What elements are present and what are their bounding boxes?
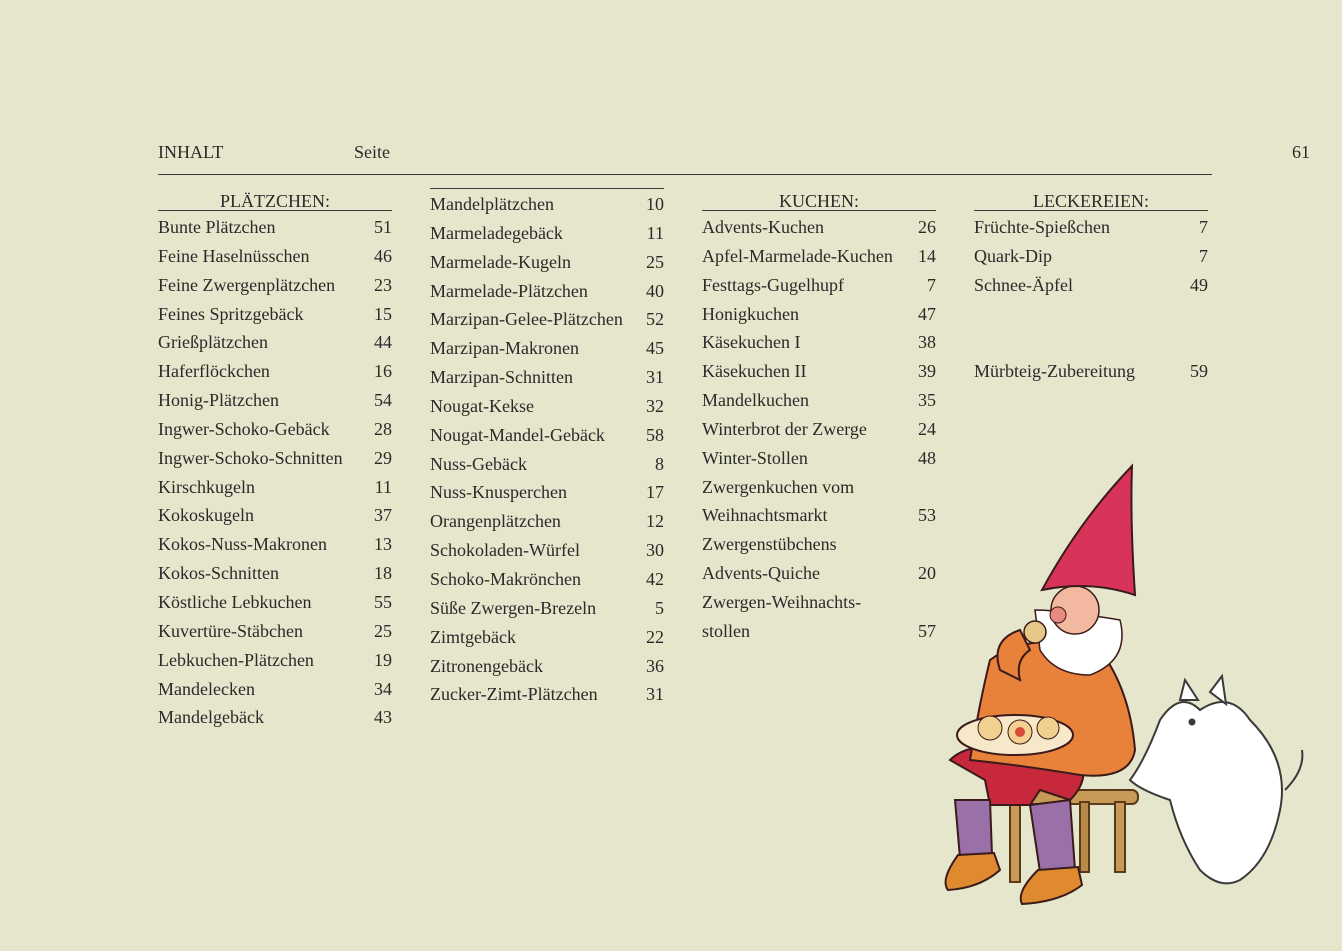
toc-entry-page: 7 — [927, 274, 936, 295]
toc-entry-title: Marmelade-Plätzchen — [430, 280, 588, 301]
toc-entry-title: Nuss-Gebäck — [430, 453, 527, 474]
toc-title: INHALT — [158, 142, 224, 162]
toc-entry-page: 17 — [646, 482, 664, 503]
page-number: 61 — [1292, 142, 1310, 162]
toc-entry — [974, 357, 1208, 386]
toc-entry-title: Honig-Plätzchen — [158, 390, 279, 411]
toc-entry-title: Ingwer-Schoko-Gebäck — [158, 418, 330, 439]
toc-entry-page: 46 — [374, 245, 392, 266]
toc-entry — [158, 617, 392, 646]
toc-entry-page: 8 — [655, 453, 664, 474]
gnome-hat — [1042, 466, 1135, 595]
toc-entry — [158, 530, 392, 559]
toc-entry — [702, 530, 936, 559]
toc-entry-title: Köstliche Lebkuchen — [158, 591, 312, 612]
toc-entry-title: Marzipan-Makronen — [430, 338, 579, 359]
toc-entry-title: Orangenplätzchen — [430, 511, 561, 532]
toc-entry-title: Zimtgebäck — [430, 626, 516, 647]
toc-entry-page: 59 — [1190, 361, 1208, 382]
toc-entry — [702, 473, 936, 502]
toc-entry — [158, 501, 392, 530]
section-heading: KUCHEN: — [702, 188, 936, 211]
toc-entry — [430, 594, 664, 623]
toc-entry-title: Advents-Quiche — [702, 563, 820, 584]
toc-entry-page: 34 — [374, 678, 392, 699]
toc-entry — [702, 328, 936, 357]
toc-entry — [158, 703, 392, 732]
toc-entry-page: 38 — [918, 332, 936, 353]
toc-entry-title: Nuss-Knusperchen — [430, 482, 567, 503]
toc-entry-title: Ingwer-Schoko-Schnitten — [158, 447, 343, 468]
toc-entry-page: 24 — [918, 418, 936, 439]
cookie-in-hand — [1024, 621, 1046, 643]
toc-entry-page: 52 — [646, 309, 664, 330]
toc-entry — [702, 588, 936, 617]
toc-entry-title: Käsekuchen I — [702, 332, 801, 353]
toc-entry — [702, 415, 936, 444]
toc-entry-page: 10 — [646, 194, 664, 214]
toc-entry-page: 20 — [918, 563, 936, 584]
toc-entry-page: 39 — [918, 361, 936, 382]
toc-entry — [158, 559, 392, 588]
jam-center-icon — [1015, 727, 1025, 737]
toc-entry — [702, 617, 936, 646]
toc-entry-title: Nougat-Mandel-Gebäck — [430, 424, 605, 445]
toc-entry — [702, 501, 936, 530]
toc-entry-page: 32 — [646, 395, 664, 416]
toc-entry — [430, 450, 664, 479]
toc-entry-page: 25 — [374, 620, 392, 641]
toc-entry-title: Feines Spritzgebäck — [158, 303, 304, 324]
toc-entry-page: 14 — [918, 245, 936, 266]
toc-entry — [974, 300, 1208, 329]
toc-entry-page: 26 — [918, 217, 936, 237]
toc-entry-title: Feine Zwergenplätzchen — [158, 274, 336, 295]
toc-entry-title: stollen — [702, 620, 750, 641]
toc-entry-page: 15 — [374, 303, 392, 324]
toc-entry-title: Kirschkugeln — [158, 476, 255, 497]
toc-entry-title: Mandelecken — [158, 678, 255, 699]
toc-entry-title: Zwergenkuchen vom — [702, 476, 855, 497]
toc-entry-page: 29 — [374, 447, 392, 468]
toc-entry — [158, 588, 392, 617]
toc-entry — [158, 646, 392, 675]
gnome-right-shoe — [1021, 867, 1082, 904]
column-plaetzchen-continued — [430, 188, 664, 709]
toc-entry — [702, 559, 936, 588]
toc-entry-title: Bunte Plätzchen — [158, 217, 276, 237]
toc-entry — [430, 277, 664, 306]
toc-entry-title: Kuvertüre-Stäbchen — [158, 620, 303, 641]
toc-entry-page: 30 — [646, 540, 664, 561]
cookie-icon — [1037, 717, 1059, 739]
toc-entry-page: 37 — [374, 505, 392, 526]
toc-entry-title: Marzipan-Gelee-Plätzchen — [430, 309, 623, 330]
toc-entry-title: Käsekuchen II — [702, 361, 807, 382]
section-heading: LECKEREIEN: — [974, 188, 1208, 211]
toc-entry — [158, 328, 392, 357]
toc-entry-page: 11 — [646, 222, 664, 243]
toc-entry-page: 5 — [655, 597, 664, 618]
toc-entry-page: 12 — [646, 511, 664, 532]
toc-entry-title: Nougat-Kekse — [430, 395, 534, 416]
toc-entry — [974, 242, 1208, 271]
toc-entry-page: 36 — [646, 655, 664, 676]
toc-entry-title: Mandelplätzchen — [430, 194, 554, 214]
toc-entry-page: 48 — [918, 447, 936, 468]
toc-entry-title: Zitronengebäck — [430, 655, 543, 676]
toc-entry-title: Zwergenstübchens — [702, 534, 837, 555]
column-plaetzchen — [158, 188, 392, 732]
column-leckereien — [974, 188, 1208, 386]
cookie-icon — [978, 716, 1002, 740]
toc-entry-title: Mandelkuchen — [702, 390, 809, 411]
toc-entry-page: 44 — [374, 332, 392, 353]
toc-entry-title: Früchte-Spießchen — [974, 217, 1110, 237]
toc-entry — [702, 271, 936, 300]
gnome-left-shoe — [946, 853, 1000, 890]
toc-header — [158, 140, 1212, 175]
toc-entry — [158, 415, 392, 444]
section-heading-empty — [430, 188, 664, 189]
toc-entry-page: 11 — [374, 476, 392, 497]
toc-entry-title: Feine Haselnüsschen — [158, 245, 310, 266]
gnome-with-dog-illustration — [930, 460, 1320, 910]
toc-entry-title: Schoko-Makrönchen — [430, 568, 581, 589]
toc-entry-page: 31 — [646, 367, 664, 388]
toc-entry-page: 35 — [918, 390, 936, 411]
toc-entry-title: Schokoladen-Würfel — [430, 540, 580, 561]
toc-entry — [158, 271, 392, 300]
toc-entry — [158, 242, 392, 271]
toc-entry — [430, 421, 664, 450]
toc-entry-page: 31 — [646, 684, 664, 705]
toc-entry-title: Zucker-Zimt-Plätzchen — [430, 684, 598, 705]
toc-entry-title: Haferflöckchen — [158, 361, 270, 382]
toc-entry-title: Schnee-Äpfel — [974, 274, 1073, 295]
toc-entry — [974, 328, 1208, 357]
toc-entry-title: Apfel-Marmelade-Kuchen — [702, 245, 893, 266]
toc-entry-page: 28 — [374, 418, 392, 439]
toc-entry-title: Mandelgebäck — [158, 707, 264, 728]
toc-entry — [430, 680, 664, 709]
toc-entry-page: 7 — [1199, 217, 1208, 237]
toc-entry-title: Zwergen-Weihnachts- — [702, 591, 862, 612]
toc-entry-page: 42 — [646, 568, 664, 589]
toc-entry-page: 55 — [374, 591, 392, 612]
toc-entry-page: 47 — [918, 303, 936, 324]
toc-entry — [430, 623, 664, 652]
toc-entry — [430, 219, 664, 248]
toc-entry-title: Mürbteig-Zubereitung — [974, 361, 1135, 382]
toc-entry — [158, 386, 392, 415]
column-kuchen — [702, 188, 936, 646]
toc-entry — [158, 473, 392, 502]
toc-entry — [702, 213, 936, 242]
dog-eye-icon — [1190, 720, 1195, 725]
toc-entry — [158, 213, 392, 242]
toc-entry-title: Winter-Stollen — [702, 447, 808, 468]
toc-entry-title: Kokos-Nuss-Makronen — [158, 534, 327, 555]
toc-entry — [158, 357, 392, 386]
toc-entry — [430, 305, 664, 334]
toc-entry — [702, 242, 936, 271]
toc-entry-page: 16 — [374, 361, 392, 382]
toc-entry — [430, 507, 664, 536]
toc-entry — [430, 363, 664, 392]
toc-entry — [702, 444, 936, 473]
toc-entry-title: Marmelade-Kugeln — [430, 251, 571, 272]
toc-entry — [430, 334, 664, 363]
section-heading: PLÄTZCHEN: — [158, 188, 392, 211]
toc-entry — [702, 386, 936, 415]
toc-entry-title: Weihnachtsmarkt — [702, 505, 828, 526]
toc-entry — [430, 190, 664, 219]
toc-entry-page: 53 — [918, 505, 936, 526]
toc-entry — [430, 565, 664, 594]
gnome-right-stocking — [1030, 800, 1075, 872]
toc-entry-page: 51 — [374, 217, 392, 237]
toc-entry-page: 13 — [374, 534, 392, 555]
toc-entry-page: 19 — [374, 649, 392, 670]
toc-entry-page: 45 — [646, 338, 664, 359]
toc-entry — [158, 300, 392, 329]
toc-entry-title: Süße Zwergen-Brezeln — [430, 597, 597, 618]
white-dog — [1130, 676, 1302, 883]
toc-entry — [430, 652, 664, 681]
toc-entry-page: 23 — [374, 274, 392, 295]
toc-entry-page: 58 — [646, 424, 664, 445]
toc-entry-title: Marzipan-Schnitten — [430, 367, 573, 388]
toc-entry — [158, 675, 392, 704]
toc-entry-page: 49 — [1190, 274, 1208, 295]
toc-entry-title: Advents-Kuchen — [702, 217, 824, 237]
toc-entry-page: 57 — [918, 620, 936, 641]
toc-entry-title: Honigkuchen — [702, 303, 799, 324]
toc-entry-title: Grießplätzchen — [158, 332, 268, 353]
toc-entry-title: Kokos-Schnitten — [158, 563, 279, 584]
toc-entry — [430, 478, 664, 507]
toc-entry-page: 25 — [646, 251, 664, 272]
toc-entry-title: Lebkuchen-Plätzchen — [158, 649, 314, 670]
toc-entry-title: Kokoskugeln — [158, 505, 254, 526]
toc-entry-page: 43 — [374, 707, 392, 728]
toc-entry — [702, 357, 936, 386]
gnome-nose — [1050, 607, 1066, 623]
toc-entry-page: 54 — [374, 390, 392, 411]
page-column-label: Seite — [354, 142, 390, 162]
toc-entry-page: 40 — [646, 280, 664, 301]
toc-entry — [158, 444, 392, 473]
toc-entry-title: Winterbrot der Zwerge — [702, 418, 867, 439]
toc-entry-title: Quark-Dip — [974, 245, 1052, 266]
gnome-left-stocking — [955, 800, 992, 858]
toc-entry-title: Festtags-Gugelhupf — [702, 274, 844, 295]
toc-entry — [974, 213, 1208, 242]
toc-entry-page: 18 — [374, 563, 392, 584]
toc-entry — [430, 248, 664, 277]
toc-entry — [430, 536, 664, 565]
toc-entry — [430, 392, 664, 421]
toc-entry-page: 7 — [1199, 245, 1208, 266]
toc-entry-title: Marmeladegebäck — [430, 222, 563, 243]
toc-entry-page: 22 — [646, 626, 664, 647]
toc-entry — [702, 300, 936, 329]
toc-entry — [974, 271, 1208, 300]
